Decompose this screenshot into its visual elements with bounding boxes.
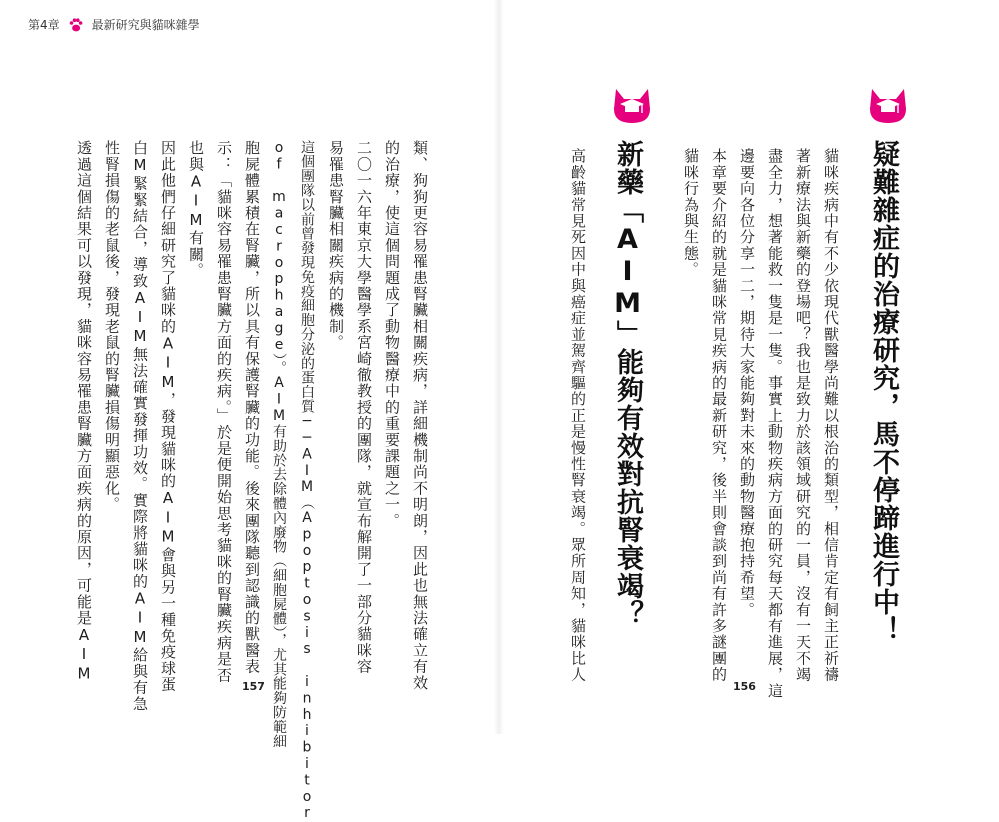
paragraph-line: 透過這個結果可以發現，貓咪容易罹患腎臟方面疾病的原因，可能是AIM: [75, 140, 93, 684]
paragraph-line: 易罹患腎臟相關疾病的機制。: [327, 140, 345, 351]
paragraph-line: 著新療法與新藥的登場吧？我也是致力於該領域研究的一員，沒有一天不竭: [794, 148, 812, 683]
paragraph-line: 本章要介紹的就是貓咪常見疾病的最新研究，後半則會談到尚有許多謎團的: [710, 148, 728, 683]
paragraph-line: 的治療，使這個問題成了動物醫療中的重要課題之一。: [383, 140, 401, 529]
paragraph-line: 因此他們仔細研究了貓咪的AIM，發現貓咪的AIM會與另一種免疫球蛋: [159, 140, 177, 693]
cat-graduate-icon: [610, 85, 654, 125]
page-gutter: [494, 0, 504, 734]
paragraph-line: 邊要向各位分享一二，期待大家能夠對未來的動物醫療抱持希望。: [738, 148, 756, 618]
paragraph-line: 高齡貓常見死因中與癌症並駕齊驅的正是慢性腎衰竭。眾所周知，貓咪比人: [569, 148, 587, 683]
paragraph-line: 這個團隊以前曾發現免疫細胞分泌的蛋白質──AIM（Apoptosis inhibitor: [299, 140, 315, 822]
cat-graduate-icon: [866, 85, 910, 125]
paragraph-line: 貓咪疾病中有不少依現代獸醫學尚難以根治的類型，相信肯定有飼主正祈禱: [822, 148, 840, 683]
chapter-label: 第4章: [28, 18, 60, 32]
paragraph-line: 二〇一六年東京大學醫學系宮崎徹教授的團隊，就宣布解開了一部分貓咪容: [355, 140, 373, 675]
paw-icon: [68, 17, 84, 33]
paragraph-line: 胞屍體累積在腎臟，所以具有保護腎臟的功能。後來團隊聽到認識的獸醫表: [243, 140, 261, 675]
page-number-right: 156: [733, 680, 756, 693]
paragraph-line: 類、狗狗更容易罹患腎臟相關疾病，詳細機制尚不明朗，因此也無法確立有效: [411, 140, 429, 691]
chapter-title: 最新研究與貓咪雜學: [91, 18, 200, 32]
page-number-left: 157: [242, 680, 265, 693]
paragraph-line: 白M緊緊結合，導致AIM無法確實發揮功效。實際將貓咪的AIM給與有急: [131, 140, 149, 712]
paragraph-line: 示：「貓咪容易罹患腎臟方面的疾病。」於是便開始思考貓咪的腎臟疾病是否: [215, 140, 233, 684]
paragraph-line: 也與AIM有關。: [187, 140, 205, 279]
paragraph-line: 盡全力，想著能救一隻是一隻。事實上動物疾病方面的研究每天都有進展，這: [766, 148, 784, 699]
running-head: [28, 16, 200, 33]
paragraph-line: 性腎損傷的老鼠後，發現老鼠的腎臟損傷明顯惡化。: [103, 140, 121, 513]
paragraph-line: of macrophage）。AIM有助於去除體內廢物（細胞屍體），尤其能夠防範細: [271, 140, 287, 749]
section-heading-1: 疑難雜症的治療研究，馬不停蹄進行中！: [868, 140, 899, 644]
paragraph-line: 貓咪行為與生態。: [682, 148, 700, 278]
section-heading-2: 新藥「AIM」能夠有效對抗腎衰竭？: [612, 140, 643, 628]
